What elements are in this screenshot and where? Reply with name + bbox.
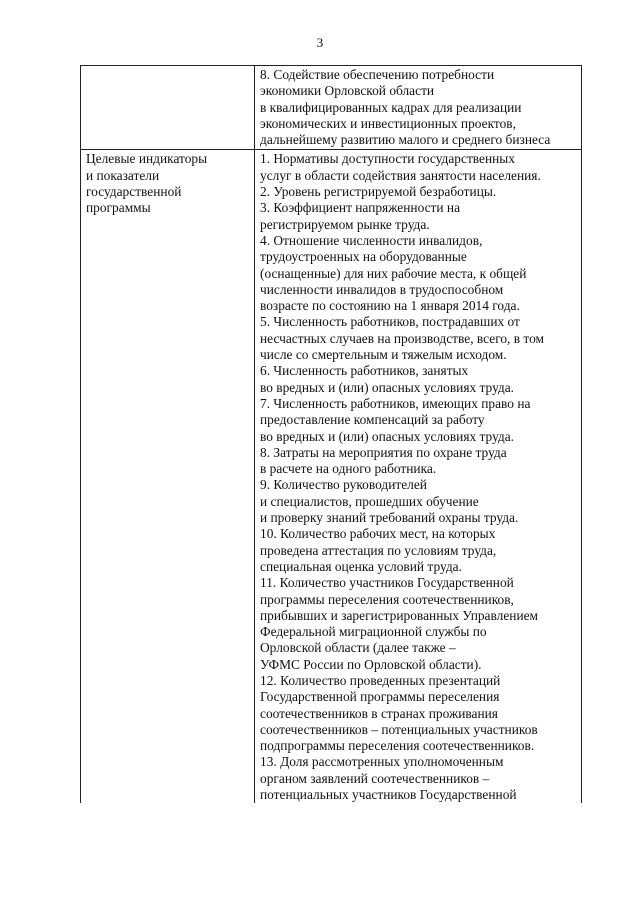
text-line: 10. Количество рабочих мест, на которых xyxy=(260,526,496,542)
text-line: регистрируемом рынке труда. xyxy=(260,216,430,232)
text-line: и специалистов, прошедших обучение xyxy=(260,493,479,509)
text-line: 5. Численность работников, пострадавших от xyxy=(260,314,520,330)
text-line: специальная оценка условий труда. xyxy=(260,558,462,574)
text-line: 4. Отношение численности инвалидов, xyxy=(260,232,483,248)
text-line: Государственной программы переселения xyxy=(260,689,500,705)
text-line: Целевые индикаторы xyxy=(86,151,208,167)
text-line: (оснащенные) для них рабочие места, к общей xyxy=(260,265,527,281)
text-line: в расчете на одного работника. xyxy=(260,461,437,477)
text-line: предоставление компенсаций за работу xyxy=(260,412,485,428)
text-line: Федеральной миграционной службы по xyxy=(260,624,487,640)
text-line: 8. Затраты на мероприятия по охране труда xyxy=(260,444,507,460)
text-line: во вредных и (или) опасных условиях труда. xyxy=(260,428,515,444)
text-line: 13. Доля рассмотренных уполномоченным xyxy=(260,754,504,770)
text-line: соотечественников – потенциальных участников xyxy=(260,721,538,737)
table-row xyxy=(81,150,582,803)
text-line: потенциальных участников Государственной xyxy=(260,787,517,803)
text-line: программы переселения соотечественников, xyxy=(260,591,514,607)
text-line: программы xyxy=(86,200,151,216)
text-line: УФМС России по Орловской области). xyxy=(260,656,482,672)
row-content-cell xyxy=(255,150,582,803)
text-line: и проверку знаний требований охраны труда. xyxy=(260,510,519,526)
row-label-cell xyxy=(81,66,255,150)
text-line: 6. Численность работников, занятых xyxy=(260,363,469,379)
page-number: 3 xyxy=(316,35,324,50)
table-row xyxy=(81,66,582,150)
text-line: дальнейшему развитию малого и среднего бизнеса xyxy=(260,132,551,148)
text-line: численности инвалидов в трудоспособном xyxy=(260,281,504,297)
text-line: услуг в области содействия занятости населения. xyxy=(260,167,541,183)
row-label-cell xyxy=(81,150,255,803)
text-line: возрасте по состоянию на 1 января 2014 года. xyxy=(260,298,520,314)
text-line: государственной xyxy=(86,184,182,200)
text-line: 9. Количество руководителей xyxy=(260,477,427,493)
text-line: 8. Содействие обеспечению потребности xyxy=(260,67,495,82)
text-line: проведена аттестация по условиям труда, xyxy=(260,542,497,558)
text-line: во вредных и (или) опасных условиях труда. xyxy=(260,379,515,395)
text-line: числе со смертельным и тяжелым исходом. xyxy=(260,347,507,363)
text-line: 12. Количество проведенных презентаций xyxy=(260,672,501,688)
text-line: 1. Нормативы доступности государственных xyxy=(260,151,516,167)
text-line: 7. Численность работников, имеющих право на xyxy=(260,395,531,411)
text-line: трудоустроенных на оборудованные xyxy=(260,249,467,265)
text-line: и показатели xyxy=(86,167,160,183)
program-passport-table xyxy=(80,65,582,803)
text-line: экономических и инвестиционных проектов, xyxy=(260,115,516,131)
text-line: 2. Уровень регистрируемой безработицы. xyxy=(260,184,497,200)
text-line: подпрограммы переселения соотечественников. xyxy=(260,738,535,754)
text-line: в квалифицированных кадрах для реализации xyxy=(260,99,522,115)
text-line: 11. Количество участников Государственной xyxy=(260,575,514,591)
text-line: соотечественников в странах проживания xyxy=(260,705,498,721)
text-line: органом заявлений соотечественников – xyxy=(260,770,490,786)
text-line: несчастных случаев на производстве, всего, в том xyxy=(260,330,545,346)
row-content-cell xyxy=(255,66,582,150)
text-line: 3. Коэффициент напряженности на xyxy=(260,200,461,216)
text-line: Орловской области (далее также – xyxy=(260,640,456,656)
text-line: экономики Орловской области xyxy=(260,83,435,99)
text-line: прибывших и зарегистрированных Управлением xyxy=(260,607,539,623)
